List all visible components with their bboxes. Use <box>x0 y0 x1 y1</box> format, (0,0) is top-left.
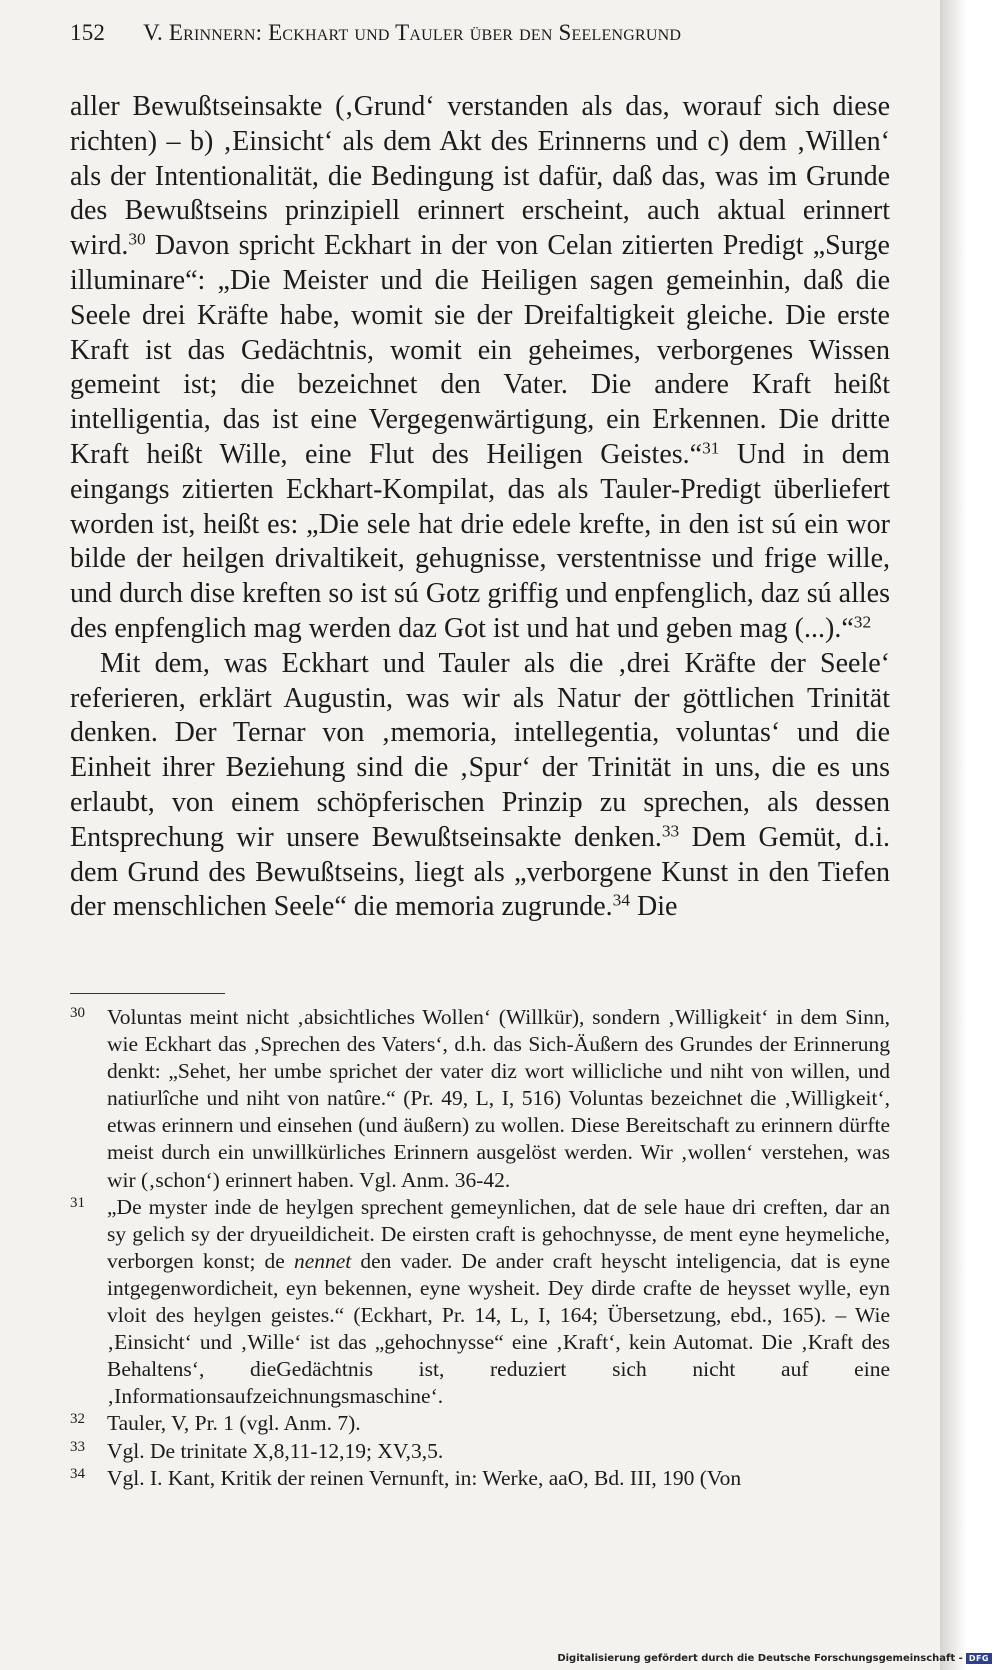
text-run: Und in dem eingangs zitierten Eckhart-Kompilat, das als Tauler-Predigt überliefert worden ist, heißt es: „Die sele hat drie edele krefte, in den ist sú ein wor bilde der heilgen drivaltikeit, gehugnisse, verstentnisse und frige wille, und durch dise kreften so ist sú Gotz griffig und enpfenglich, daz sú alles des enpfenglich mag werden daz Got ist und hat und geben mag (...).“ <box>70 438 890 644</box>
footnote <box>70 1004 890 1194</box>
digitization-imprint <box>557 1653 992 1664</box>
footnote-text: Tauler, V, Pr. 1 (vgl. Anm. 7). <box>107 1411 361 1436</box>
footnote-text: Vgl. I. Kant, Kritik der reinen Vernunft, in: Werke, aaO, Bd. III, 190 (Von <box>107 1465 742 1490</box>
text-run: Dem Gemüt, d.i. dem Grund des Bewußtseins, liegt als „verborgene Kunst in den Tiefen der menschlichen Seele“ die memoria zugrunde. <box>70 821 891 923</box>
footnote-number: 32 <box>70 1411 85 1428</box>
footnote <box>70 1438 890 1465</box>
footnote-ref-34: 34 <box>612 890 631 910</box>
dfg-logo[interactable]: DFG <box>966 1653 992 1664</box>
footnote <box>70 1465 890 1492</box>
footnote-ref-30: 30 <box>128 229 146 249</box>
footnote-italic: nennet <box>293 1248 352 1273</box>
text-run: Mit dem, was Eckhart und Tauler als die ‚drei Kräfte der Seele‘ referieren, erklärt Augustin, was wir als Natur der göttlichen Trinität denken. Der Ternar von ‚memoria, intellegentia, voluntas‘ und die Einheit ihrer Beziehung sind die ‚Spur‘ der Trinität in uns, die es uns erlaubt, von einem schöpferischen Prinzip zu sprechen, als dessen Entsprechung wir unsere Bewußtseinsakte denken. <box>70 647 890 853</box>
footnote-text: „De myster inde de heylgen sprechent gemeynlichen, dat de sele haue dri creften, dar an sy gelich sy der dryueildicheit. De eirsten craft is gehochnysse, de ment eyne heymeliche, verborgen konst; de <box>107 1194 890 1273</box>
text-run: Davon spricht Eckhart in der von Celan zitierten Predigt „Surge illuminare“: „Die Meister und die Heiligen sagen gemeinhin, daß die Seele drei Kräfte habe, womit sie der Dreifaltigkeit gleiche. Die erste Kraft ist das Gedächtnis, womit ein geheimes, verborgenes Wissen gemeint ist; die bezeichnet den Vater. Die andere Kraft heißt intelligentia, das ist eine Vergegenwärtigung, ein Erkennen. Die dritte Kraft heißt Wille, eine Flut des Heiligen Geistes.“ <box>70 230 890 470</box>
running-head-title: V. Erinnern: Eckhart und Tauler über den Seelengrund <box>143 20 682 45</box>
paragraph <box>70 90 890 647</box>
paragraph <box>70 647 890 925</box>
footnote-ref-33: 33 <box>661 821 680 841</box>
page-number: 152 <box>70 20 106 45</box>
footnote-ref-32: 32 <box>853 612 872 632</box>
main-text <box>70 90 890 925</box>
footnote <box>70 1410 890 1437</box>
footnote-text: den vader. De ander craft heyscht inteligencia, dat is eyne intgegenwordicheit, eyn bekennen, eyne wysheit. Dey dirde crafte de heysset wylle, eyn vloit des heylgen geistes.“ (Eckhart, Pr. 14, L, I, 164; Übersetzung, ebd., 165). – Wie ‚Einsicht‘ und ‚Wille‘ ist das „gehochnysse“ eine ‚Kraft‘, kein Automat. Die ‚Kraft des Behaltens‘, dieGedächtnis ist, reduziert sich nicht auf eine ‚Informationsaufzeichnungsmaschine‘. <box>107 1248 890 1409</box>
text-run: Die <box>630 891 678 923</box>
footnote <box>70 1194 890 1411</box>
footnote-number: 30 <box>70 1005 85 1021</box>
imprint-text: Digitalisierung gefördert durch die Deutsche Forschungsgemeinschaft - <box>557 1653 963 1664</box>
footnote-number: 34 <box>70 1465 85 1482</box>
footnote-number: 33 <box>70 1438 85 1455</box>
footnote-number: 31 <box>70 1194 85 1211</box>
running-head <box>70 20 890 46</box>
footnote-ref-31: 31 <box>702 438 720 458</box>
footnote-separator <box>70 993 225 994</box>
footnotes <box>70 1004 890 1492</box>
footnote-text: Voluntas meint nicht ‚absichtliches Wollen‘ (Willkür), sondern ‚Willigkeit‘ in dem Sinn, wie Eckhart das ‚Sprechen des Vaters‘, d.h. das Sich-Äußern des Grundes der Erinnerung denkt: „Sehet, her umbe sprichet der vater diz wort willicliche und niht von willen, und natiurlîche und niht von natûre.“ (Pr. 49, L, I, 516) Voluntas bezeichnet die ‚Willigkeit‘, etwas erinnern und einsehen (und äußern) zu wollen. Diese Bereitschaft zu erinnern dürfte meist durch ein unwillkürliches Erinnern ausgelöst werden. Wir ‚wollen‘ verstehen, was wir (‚schon‘) erinnert haben. Vgl. Anm. 36-42. <box>107 1005 890 1192</box>
footnote-text: Vgl. De trinitate X,8,11-12,19; XV,3,5. <box>107 1438 444 1463</box>
page-edge <box>940 0 1000 1670</box>
text-run: aller Bewußtseinsakte (‚Grund‘ verstanden als das, worauf sich diese richten) – b) ‚Einsicht‘ als dem Akt des Erinnerns und c) dem ‚Willen‘ als der Intentionalität, die Bedingung ist dafür, daß das, was im Grunde des Bewußtseins prinzipiell erinnert erscheint, auch aktual erinnert wird. <box>70 91 890 262</box>
